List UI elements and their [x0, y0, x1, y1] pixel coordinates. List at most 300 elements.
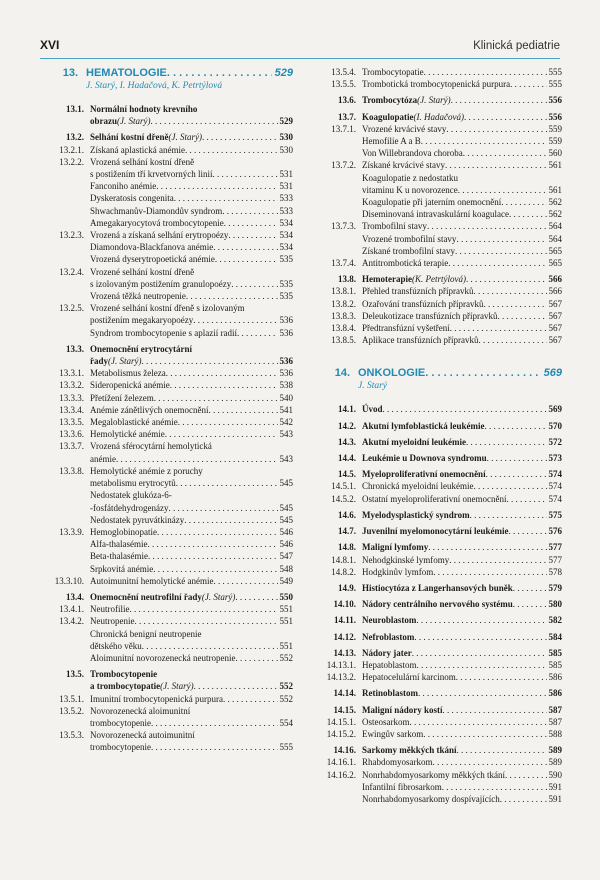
leader-dots	[416, 614, 546, 626]
entry-body	[362, 452, 562, 464]
entry-title-line	[90, 615, 293, 627]
leader-dots	[414, 631, 546, 643]
entry-title: obrazu	[90, 116, 117, 127]
entry-body	[362, 403, 562, 415]
toc-entry	[40, 156, 293, 180]
leader-dots	[213, 241, 277, 253]
entry-title: Vrozená selhání kostní dřeně	[90, 156, 195, 167]
entry-title: Aplikace transfúzních přípravků	[362, 335, 479, 346]
entry-number	[312, 196, 362, 208]
entry-number: 13.3.2.	[59, 380, 84, 391]
entry-page: 584	[548, 631, 562, 642]
entry-number: 13.8.	[338, 274, 356, 285]
toc-entry	[312, 480, 562, 492]
entry-body	[90, 526, 293, 538]
entry-number	[312, 781, 362, 793]
entry-body	[362, 716, 562, 728]
entry-title-line	[362, 452, 562, 464]
entry-page: 551	[279, 616, 293, 627]
entry-title: Nádory jater	[362, 647, 412, 658]
entry-page: 549	[279, 575, 293, 586]
entry-title-line	[362, 493, 562, 505]
entry-number: 14.8.1.	[331, 554, 356, 565]
entry-number: 13.4.1.	[59, 604, 84, 615]
entry-title-line	[90, 465, 293, 477]
leader-dots	[458, 184, 547, 196]
entry-body	[362, 208, 562, 220]
toc-entry	[40, 379, 293, 391]
entry-body	[90, 514, 293, 526]
entry-body	[362, 647, 562, 659]
entry-title: Dyskeratosis congenita	[90, 193, 174, 204]
chapter-number: 14.	[334, 367, 350, 380]
entry-number: 13.3.5.	[59, 417, 84, 428]
leader-dots	[505, 769, 547, 781]
toc-entry	[40, 367, 293, 379]
toc-entry	[312, 541, 562, 553]
entry-title-line	[90, 603, 293, 615]
entry-number: 13.3.9.	[59, 526, 84, 537]
entry-body	[362, 756, 562, 768]
entry-title: metabolismu erytrocytů	[90, 478, 176, 489]
entry-body	[90, 131, 293, 143]
entry-page: 565	[548, 258, 562, 269]
entry-number: 13.8.4.	[331, 323, 356, 334]
leader-dots	[446, 123, 546, 135]
toc-entry	[312, 647, 562, 659]
entry-title: Akutní myeloidní leukémie	[362, 436, 467, 447]
leader-dots	[412, 647, 547, 659]
toc-entry	[312, 403, 562, 415]
toc-entry	[312, 78, 562, 90]
entry-number	[40, 180, 90, 192]
entry-title: Hemolytické anémie z poruchy	[90, 465, 203, 476]
entry-author: (K. Petrtýlová)	[411, 274, 466, 285]
entry-author: (J. Starý)	[117, 116, 151, 127]
entry-body	[362, 554, 562, 566]
entry-body	[362, 793, 562, 805]
entry-title: Retinoblastom	[362, 688, 418, 699]
entry-number: 14.15.	[333, 704, 356, 715]
leader-dots	[148, 550, 278, 562]
entry-title-line	[362, 598, 562, 610]
entry-body	[362, 525, 562, 537]
entry-body	[90, 705, 293, 729]
entry-number: 14.7.	[338, 526, 356, 537]
entry-page: 567	[548, 335, 562, 346]
toc-entry	[40, 343, 293, 367]
leader-dots	[231, 278, 277, 290]
entry-title-line	[362, 285, 562, 297]
entry-number: 13.5.5.	[331, 79, 356, 90]
leader-dots	[130, 603, 278, 615]
entry-number: 14.5.2.	[331, 493, 356, 504]
entry-number: 13.3.6.	[59, 429, 84, 440]
leader-dots	[222, 205, 277, 217]
leader-dots	[237, 327, 278, 339]
entry-title: Hemoterapie	[362, 274, 412, 285]
entry-title: trombocytopenie	[90, 742, 151, 753]
leader-dots	[421, 135, 547, 147]
entry-title: Trombocytóza	[362, 95, 418, 106]
leader-dots	[463, 147, 547, 159]
entry-number: 13.7.3.	[331, 221, 356, 232]
entry-title: Hepatocelulární karcinom	[362, 672, 456, 683]
entry-page: 589	[548, 745, 562, 756]
entry-number: 13.5.3.	[59, 730, 84, 741]
entry-page: 547	[279, 551, 293, 562]
entry-title: Chronická benigní neutropenie	[90, 628, 202, 639]
entry-body	[362, 298, 562, 310]
entry-body	[362, 78, 562, 90]
leader-dots	[156, 180, 277, 192]
entry-number: 14.8.2.	[331, 566, 356, 577]
leader-dots	[168, 502, 277, 514]
entry-title: Aloimunitní novorozenecká neutropenie	[90, 652, 236, 663]
entry-title: Trombofilní stavy	[362, 221, 427, 232]
entry-page: 560	[548, 148, 562, 159]
toc-entry	[40, 652, 293, 664]
entry-title: Hodgkinův lymfom	[362, 566, 434, 577]
entry-title: Amegakaryocytová trombocytopenie	[90, 217, 224, 228]
entry-page: 542	[279, 417, 293, 428]
entry-author: (I. Hadačová)	[413, 111, 464, 122]
entry-body	[90, 156, 293, 180]
entry-title: Ozařování transfúzních přípravků	[362, 298, 484, 309]
entry-title-line	[362, 659, 562, 671]
entry-author: (J. Starý)	[201, 591, 236, 602]
toc-entry	[40, 290, 293, 302]
leader-dots	[116, 453, 278, 465]
entry-title-line	[362, 220, 562, 232]
toc-entry	[312, 172, 562, 196]
entry-title-line	[90, 192, 293, 204]
entry-title: Ostatní myeloproliferativní onemocnění	[362, 493, 507, 504]
leader-dots	[184, 514, 277, 526]
entry-body	[362, 123, 562, 135]
entry-page: 530	[279, 132, 293, 143]
toc-entry	[312, 793, 562, 805]
entry-body	[362, 728, 562, 740]
entry-number: 13.7.2.	[331, 160, 356, 171]
entry-title-line	[90, 404, 293, 416]
toc-entry	[312, 566, 562, 578]
entry-page: 552	[279, 681, 293, 692]
entry-page: 536	[279, 327, 293, 338]
entry-title-line	[90, 628, 293, 640]
entry-title-line	[90, 278, 293, 290]
entry-page: 552	[279, 652, 293, 663]
entry-title: Anémie zánětlivých onemocnění	[90, 404, 209, 415]
entry-body	[90, 538, 293, 550]
entry-body	[90, 465, 293, 489]
entry-page: 538	[279, 380, 293, 391]
entry-number: 14.10.	[333, 599, 356, 610]
entry-title-line	[90, 416, 293, 428]
entry-title-line	[362, 135, 562, 147]
entry-page: 552	[279, 693, 293, 704]
entry-page: 562	[548, 209, 562, 220]
toc-entry	[40, 217, 293, 229]
entry-title-line	[90, 428, 293, 440]
entry-title-line	[90, 115, 293, 127]
leader-dots	[457, 744, 547, 756]
entry-page: 531	[279, 181, 293, 192]
entry-page: 566	[548, 274, 562, 285]
entry-body	[362, 493, 562, 505]
toc-entry	[40, 327, 293, 339]
entry-number: 13.3.8.	[59, 465, 84, 476]
leader-dots	[485, 420, 547, 432]
entry-title-line	[90, 343, 293, 355]
toc-entry	[40, 628, 293, 652]
entry-title-line	[90, 550, 293, 562]
leader-dots	[501, 196, 546, 208]
toc-entry	[40, 229, 293, 241]
entry-body	[90, 404, 293, 416]
entry-title-line	[90, 168, 293, 180]
entry-page: 534	[279, 242, 293, 253]
entry-page: 555	[548, 67, 562, 77]
toc-entry	[40, 668, 293, 692]
entry-title-line	[362, 716, 562, 728]
entry-number: 14.6.	[338, 509, 356, 520]
toc-entry	[312, 322, 562, 334]
entry-body	[362, 135, 562, 147]
entry-number: 14.8.	[338, 542, 356, 553]
entry-page: 591	[548, 781, 562, 792]
entry-title-line	[362, 631, 562, 643]
entry-page: 535	[279, 254, 293, 265]
toc-entry	[40, 729, 293, 753]
toc-entry	[312, 659, 562, 671]
toc-entry	[40, 591, 293, 603]
entry-title: Hepatoblastom	[362, 659, 417, 670]
entry-title: Fanconiho anémie	[90, 181, 157, 192]
entry-title-line	[362, 793, 562, 805]
leader-dots	[417, 659, 547, 671]
entry-page: 579	[548, 582, 562, 593]
entry-title-line	[90, 302, 293, 314]
entry-number: 14.16.	[333, 745, 356, 756]
entry-page: 590	[548, 769, 562, 780]
entry-title-line	[362, 554, 562, 566]
entry-title: Nádory centrálního nervového systému	[362, 599, 513, 610]
entry-title: Beta-thalasémie	[90, 551, 148, 562]
entry-title: Sarkomy měkkých tkání	[362, 745, 457, 756]
entry-title: vitaminu K u novorozence	[362, 184, 458, 195]
entry-number: 13.8.1.	[331, 286, 356, 297]
entry-title-line	[90, 563, 293, 575]
entry-title: Koagulopatie při jaterním onemocnění	[362, 197, 502, 208]
entry-number	[312, 147, 362, 159]
entry-title: Nefroblastom	[362, 631, 415, 642]
entry-title-line	[90, 205, 293, 217]
toc-entry	[40, 465, 293, 489]
entry-page: 534	[279, 217, 293, 228]
entry-page: 533	[279, 193, 293, 204]
entry-title-line	[90, 640, 293, 652]
entry-number	[40, 192, 90, 204]
entry-number: 13.2.5.	[59, 303, 84, 314]
entry-number: 13.5.2.	[59, 705, 84, 716]
entry-title-line	[90, 729, 293, 741]
entry-title-line	[362, 509, 562, 521]
leader-dots	[455, 245, 547, 257]
entry-title: a trombocytopatie	[90, 681, 161, 692]
entry-title-line	[362, 769, 562, 781]
toc-entry	[40, 144, 293, 156]
entry-body	[362, 631, 562, 643]
entry-page: 585	[548, 647, 562, 658]
entry-title-line	[90, 355, 293, 367]
toc-entry	[312, 273, 562, 285]
entry-body	[362, 541, 562, 553]
entry-title-line	[90, 680, 293, 692]
entry-number: 13.7.4.	[331, 258, 356, 269]
entry-title-line	[90, 489, 293, 501]
entry-title: -fosfátdehydrogenázy	[90, 502, 169, 513]
entry-body	[90, 103, 293, 127]
entry-title-line	[90, 652, 293, 664]
toc-entry	[312, 781, 562, 793]
entry-number: 13.3.1.	[59, 368, 84, 379]
entry-number: 13.7.	[338, 111, 356, 122]
entry-title-line	[90, 717, 293, 729]
chapter-title: ONKOLOGIE	[358, 367, 426, 380]
leader-dots	[418, 687, 547, 699]
leader-dots	[450, 322, 547, 334]
entry-page: 540	[279, 392, 293, 403]
entry-number: 13.2.2.	[59, 156, 84, 167]
entry-page: 591	[548, 793, 562, 804]
entry-body	[90, 217, 293, 229]
leader-dots	[174, 192, 278, 204]
toc-entry	[312, 509, 562, 521]
toc-entry	[40, 416, 293, 428]
entry-body	[362, 659, 562, 671]
entry-number	[40, 538, 90, 550]
entry-title-line	[90, 440, 293, 452]
entry-title: Autoimunitní hemolytické anémie	[90, 575, 214, 586]
toc-entries	[40, 103, 293, 754]
entry-body	[90, 180, 293, 192]
entry-page: 580	[548, 599, 562, 610]
entry-title-line	[362, 123, 562, 135]
leader-dots	[443, 704, 547, 716]
left-column	[40, 66, 293, 754]
toc-entry	[40, 550, 293, 562]
leader-dots	[433, 756, 547, 768]
entry-number	[40, 489, 90, 513]
leader-dots	[235, 591, 277, 603]
entry-title: Trombotická trombocytopenická purpura	[362, 79, 511, 90]
entry-title-line	[362, 310, 562, 322]
entry-title: Nehodgkinské lymfomy	[362, 554, 450, 565]
entry-page: 545	[279, 502, 293, 513]
leader-dots	[428, 541, 546, 553]
toc-entry	[312, 285, 562, 297]
entry-number: 13.3.4.	[59, 404, 84, 415]
toc-entry	[40, 705, 293, 729]
toc-entry	[40, 514, 293, 526]
entry-title: Selhání kostní dřeně	[90, 132, 169, 143]
entry-number	[312, 135, 362, 147]
entry-title-line	[90, 392, 293, 404]
entry-number	[40, 628, 90, 652]
entry-title: Onemocnění neutrofilní řady	[90, 591, 202, 602]
entry-page: 561	[548, 160, 562, 171]
entry-title-line	[90, 241, 293, 253]
entry-number: 13.8.3.	[331, 310, 356, 321]
toc-entry	[312, 598, 562, 610]
entry-body	[90, 489, 293, 513]
header-rule	[40, 58, 560, 59]
entry-body	[362, 598, 562, 610]
entry-title-line	[90, 668, 293, 680]
leader-dots	[157, 526, 278, 538]
entry-title-line	[362, 671, 562, 683]
leader-dots	[212, 168, 277, 180]
entry-title-line	[90, 705, 293, 717]
entry-page: 565	[548, 245, 562, 256]
entry-title: Vrozené trombofilní stavy	[362, 233, 457, 244]
leader-dots	[424, 66, 547, 78]
entry-page: 567	[548, 323, 562, 334]
entry-page: 543	[279, 453, 293, 464]
leader-dots	[473, 480, 546, 492]
toc-entry	[40, 103, 293, 127]
entry-number	[312, 233, 362, 245]
entry-number: 14.4.	[338, 453, 356, 464]
leader-dots	[506, 493, 546, 505]
leader-dots	[449, 554, 546, 566]
entry-title: Von Willebrandova choroba	[362, 148, 463, 159]
entry-title-line	[90, 131, 293, 143]
entry-body	[362, 159, 562, 171]
entry-title: Myeloproliferativní onemocnění	[362, 469, 486, 480]
entry-title: anémie	[90, 453, 116, 464]
entry-page: 555	[548, 79, 562, 90]
entry-page: 556	[548, 95, 562, 106]
entry-number	[40, 205, 90, 217]
leader-dots	[466, 273, 547, 285]
entry-body	[362, 147, 562, 159]
leader-dots	[473, 285, 546, 297]
entry-title: Novorozenecká aloimunitní	[90, 705, 191, 716]
entry-number	[40, 652, 90, 664]
entry-title: Diamondova-Blackfanova anémie	[90, 242, 214, 253]
entry-page: 534	[279, 230, 293, 241]
entry-number: 13.2.1.	[59, 144, 84, 155]
leader-dots	[153, 563, 277, 575]
entry-title: Získané trombofilní stavy	[362, 245, 455, 256]
entry-number: 13.3.10.	[54, 575, 84, 586]
entry-body	[90, 327, 293, 339]
entry-body	[362, 322, 562, 334]
entry-body	[362, 233, 562, 245]
entry-title-line	[362, 159, 562, 171]
chapter-page: 569	[543, 367, 562, 380]
entry-page: 573	[548, 453, 562, 464]
chapter-title: HEMATOLOGIE	[86, 67, 167, 79]
entry-title-line	[90, 575, 293, 587]
entry-title-line	[90, 453, 293, 465]
entry-page: 554	[279, 717, 293, 728]
entry-title: řady	[90, 356, 108, 367]
entry-title: Maligní lymfomy	[362, 542, 429, 553]
entry-title: Nedostatek pyruvátkinázy	[90, 514, 185, 525]
